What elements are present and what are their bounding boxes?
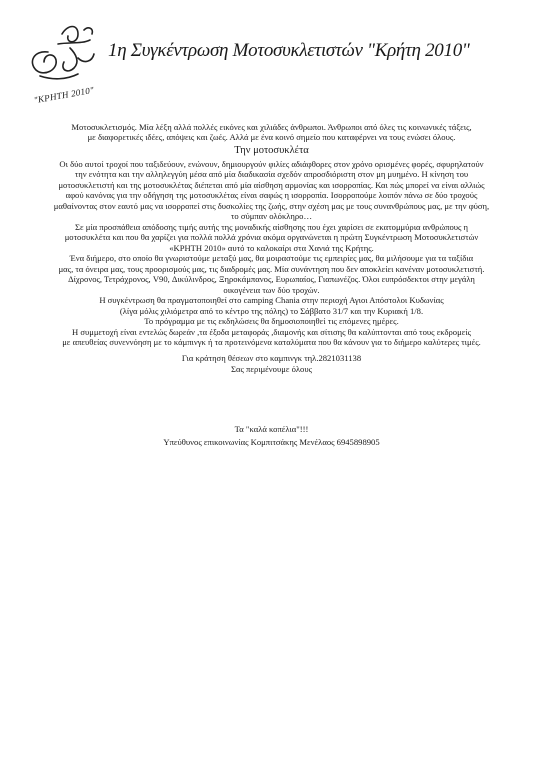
text-line: με διαφορετικές ιδέες, απόψεις και ζωές. Αλλά με ένα κοινό σημείο που καταφέρνει να τους ενώσει όλους. bbox=[87, 132, 456, 143]
text-line: Ένα διήμερο, στο οποίο θα γνωριστούμε μεταξύ μας, θα μοιραστούμε τις εμπειρίες μας, θα μιλήσουμε για τα ταξίδια bbox=[69, 253, 474, 264]
text-line: «ΚΡΗΤΗ 2010» αυτό το καλοκαίρι στα Χανιά της Κρήτης. bbox=[169, 242, 374, 253]
text-line: μαθαίνοντας στον εαυτό μας να ισορροπεί στις δυσκολίες της ζωής, στην σχέση μας με τους συνανθρώπους μας, με την φύση, bbox=[53, 200, 490, 211]
logo-caption: "ΚΡΗΤΗ 2010" bbox=[33, 84, 95, 106]
motorcycle-calligraphy-icon bbox=[18, 14, 110, 94]
page-title: 1η Συγκέντρωση Μοτοσυκλετιστών "Κρήτη 2010" bbox=[108, 40, 470, 61]
group-name: Τα "καλά κοπέλια"!!! bbox=[234, 424, 309, 435]
location-paragraph bbox=[14, 295, 529, 326]
section-heading: Την μοτοσυκλέτα bbox=[234, 144, 309, 156]
text-line: Η συγκέντρωση θα πραγματοποιηθεί στο camping Chania στην περιοχή Αγιοι Απόστολοι Κυδωνίας bbox=[99, 295, 444, 306]
booking-phone: Για κράτηση θέσεων στο καμπινγκ τηλ.2821031138 bbox=[181, 353, 362, 364]
text-line: Η συμμετοχή είναι εντελώς δωρεάν ,τα έξοδα μεταφοράς ,διαμονής και σίτισης θα καλύπτονται από τους εκδρομείς bbox=[71, 326, 472, 337]
text-line: το σύμπαν ολόκληρο… bbox=[230, 211, 313, 222]
contact-person: Υπεύθυνος επικοινωνίας Κομπιτσάκης Μενέλαος 6945898905 bbox=[163, 436, 380, 447]
text-line: Μοτοσυκλετισμός. Μία λέξη αλλά πολλές εικόνες και χιλιάδες άνθρωποι. Άνθρωποι από όλες τις κοινωνικές τάξεις, bbox=[71, 122, 472, 132]
text-line: μοτοσυκλετιστή και της μοτοσυκλέτας διέπεται από μία αίσθηση αρμονίας και ισορροπίας. Και πώς μπορεί να είναι αλλιώς bbox=[58, 179, 485, 190]
announcement-body bbox=[14, 122, 529, 447]
text-line: Δίχρονος, Τετράχρονος, V90, Δικύλινδρος, Ξηροκάμπανος, Ευρωπαίος, Γιαπωνέζος. Όλοι ευπρόσδεκτοι στην μεγάλη bbox=[68, 274, 475, 285]
event-intro-paragraph bbox=[14, 222, 529, 253]
contact-info bbox=[14, 353, 529, 374]
text-line: (λίγα μόλις χιλιόμετρα από το κέντρο της πόλης) το Σάββατο 31/7 και την Κυριακή 1/8. bbox=[119, 305, 424, 316]
text-line: την ενότητα και την αλληλεγγύη μέσα από μία διαδικασία σχεδόν απροσδιόριστη στον μη μυημένο. Η κίνηση του bbox=[74, 169, 469, 180]
weekend-paragraph bbox=[14, 253, 529, 295]
text-line: με απευθείας συνεννόηση με το κάμπινγκ ή τα προτεινόμενα καταλύματα που θα κάνουν για το διήμερο καλύτερες τιμές. bbox=[62, 337, 481, 347]
participation-paragraph bbox=[14, 327, 529, 348]
text-line: Οι δύο αυτοί τροχοί που ταξιδεύουν, ενώνουν, δημιουργούν φιλίες αδιάφθορες στον χρόνο ορισμένες φορές, σφυρηλατούν bbox=[59, 158, 484, 169]
event-logo bbox=[18, 14, 110, 114]
text-line: Το πρόγραμμα με τις εκδηλώσεις θα δημοσιοποιηθεί τις επόμενες ημέρες. bbox=[144, 316, 399, 327]
closing-signature bbox=[14, 424, 529, 447]
text-line: Σε μία προσπάθεια απόδοσης τιμής αυτής της μοναδικής αίσθησης που έχει χαρίσει σε εκατομμύρια ανθρώπους η bbox=[74, 221, 469, 232]
text-line: Σας περιμένουμε όλους bbox=[230, 363, 313, 374]
intro-paragraph bbox=[14, 122, 529, 143]
text-line: αφού κανόνας για την οδήγηση της μοτοσυκλέτας είναι σαφώς η ισορροπία. Ισορροπούμε λοιπόν πάνω σε δύο τροχούς bbox=[65, 190, 478, 201]
text-line: μας, τα όνειρα μας, τους προορισμούς μας, τις διαδρομές μας. Μία συνάντηση που δεν αποκλείει κανέναν μοτοσυκλετιστή. bbox=[58, 263, 485, 274]
motorcycle-paragraph bbox=[14, 159, 529, 222]
text-line: μοτοσυκλέτα και που θα χαρίζει για πολλά πολλά χρόνια ακόμα οργανώνεται η πρώτη Συγκέντρωση Μοτοσυκλετιστών bbox=[64, 232, 479, 243]
text-line: οικογένεια των δύο τροχών. bbox=[223, 284, 320, 295]
